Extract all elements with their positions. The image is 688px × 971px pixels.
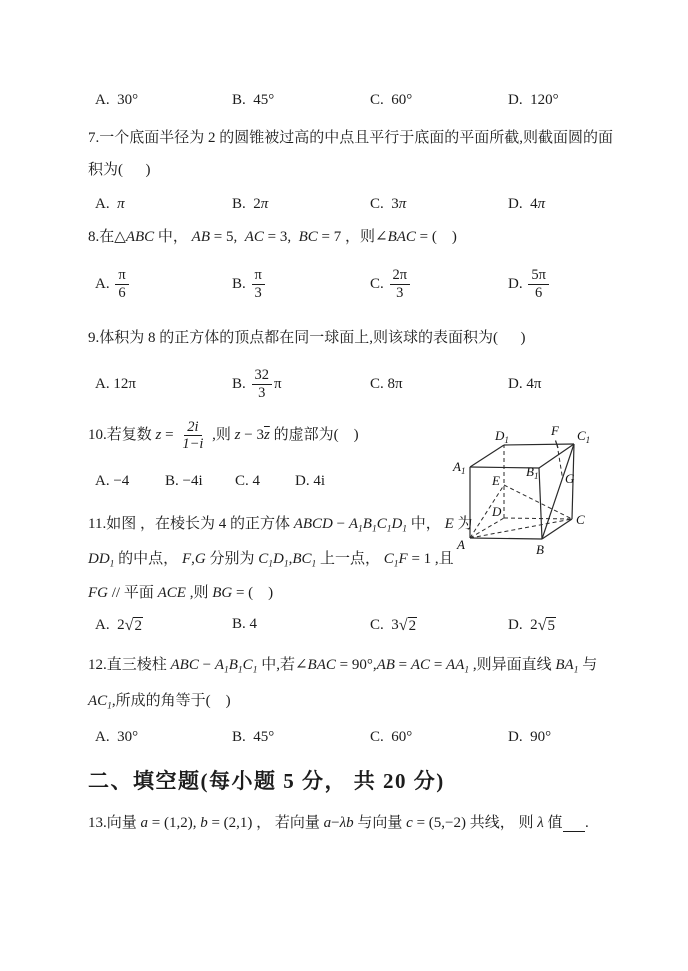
figure-label-b: B <box>536 542 544 557</box>
q7-option-a: A. π <box>95 196 125 212</box>
q11-option-c: C. 3 √2 <box>370 616 417 634</box>
question-8-line: 8.在△ABC 中， AB = 5, AC = 3, BC = 7 ，则∠BAC = ( ) <box>88 229 457 245</box>
question-13-line: 13.向量 a = (1,2), b = (2,1) ， 若向量 a−λb 与向量 c = (5,−2) 共线， 则 λ 值 . <box>88 815 589 831</box>
question-7-options-row <box>0 196 688 220</box>
q6-option-b: B. 45° <box>232 92 275 108</box>
q8-option-b: B. $\frac{\pi}{3}$ <box>232 263 267 305</box>
figure-label-a1: $A_1$ <box>453 459 466 476</box>
question-11-line-3: FG // 平面 ACE ,则 BG = ( ) <box>88 585 274 601</box>
q8-option-a: A. $\frac{\pi}{6}$ <box>95 263 131 305</box>
question-6-options-row <box>0 92 688 116</box>
question-9-options-row <box>0 363 688 405</box>
q10-option-d: D. 4i <box>295 473 325 489</box>
question-12-options-row <box>0 729 688 753</box>
figure-label-b1: $B_1$ <box>526 464 539 481</box>
question-8-options-row <box>0 263 688 305</box>
q9-option-a: A. 12π <box>95 375 136 392</box>
cube-figure <box>452 421 597 561</box>
q9-option-b: B. $\frac{32}{3}$ π <box>232 367 282 401</box>
question-12-line-2: $AC_1$,所成的角等于( ) <box>88 693 231 712</box>
q12-option-c: C. 60° <box>370 729 413 745</box>
q10-option-b: B. −4i <box>165 473 203 489</box>
figure-label-c: C <box>576 512 585 527</box>
question-11-options-row <box>0 616 688 640</box>
q6-option-c: C. 60° <box>370 92 413 108</box>
q7-option-d: D. 4 π <box>508 196 546 212</box>
q10-option-a: A. −4 <box>95 473 130 489</box>
figure-label-g: G <box>565 471 575 486</box>
q11-option-d: D. 2 √5 <box>508 616 555 634</box>
figure-label-c1: $C_1$ <box>577 428 591 445</box>
question-7-line-2: 积为( ) <box>88 162 151 178</box>
q12-option-b: B. 45° <box>232 729 275 745</box>
diagonal-bc1 <box>542 444 574 539</box>
q8-option-d: D. $\frac{5\pi}{6}$ <box>508 263 551 305</box>
q12-option-d: D. 90° <box>508 729 552 745</box>
question-9-line: 9.体积为 8 的正方体的顶点都在同一球面上,则该球的表面积为( ) <box>88 330 526 346</box>
q7-option-c: C. 3 π <box>370 196 407 212</box>
question-10-line: 10.若复数 z = $\frac{2i}{1-i}$ ,则 $z - 3\overline{z}$ 的虚部为( ) <box>88 419 359 453</box>
q9-option-c: C. 8π <box>370 375 403 392</box>
question-11-line-1: 11.如图 ，在棱长为 4 的正方体 ABCD − $A_1B_1C_1D_1$ 中， E 为 <box>88 516 473 535</box>
section-2-title: 二、填空题(每小题 5 分， 共 20 分) <box>88 769 445 793</box>
q8-option-c: C. $\frac{2\pi}{3}$ <box>370 263 412 305</box>
q12-option-a: A. 30° <box>95 729 139 745</box>
question-12-line-1: 12.直三棱柱 ABC − $A_1B_1C_1$ 中,若∠BAC = 90°,AB = AC = $AA_1$ ,则异面直线 $BA_1$ 与 <box>88 657 598 676</box>
q6-option-d: D. 120° <box>508 92 559 108</box>
figure-label-d: D <box>492 504 502 519</box>
figure-label-e: E <box>492 473 500 488</box>
q11-option-b: B. 4 <box>232 616 258 632</box>
figure-label-d1: $D_1$ <box>495 428 509 445</box>
cube-hidden-edges <box>470 444 572 538</box>
question-7-line-1: 7.一个底面半径为 2 的圆锥被过高的中点且平行于底面的平面所截,则截面圆的面 <box>88 130 614 146</box>
figure-label-f: F <box>551 423 559 438</box>
q7-option-b: B. 2 π <box>232 196 269 212</box>
q11-option-a: A. 2 √2 <box>95 616 142 634</box>
q9-option-d: D. 4π <box>508 375 542 392</box>
q6-option-a: A. 30° <box>95 92 139 108</box>
figure-label-a: A <box>457 537 465 552</box>
q10-option-c: C. 4 <box>235 473 261 489</box>
question-11-line-2: $DD_1$ 的中点， F,G 分别为 $C_1D_1,BC_1$ 上一点， $C_1F = 1$ ,且 <box>88 551 454 570</box>
